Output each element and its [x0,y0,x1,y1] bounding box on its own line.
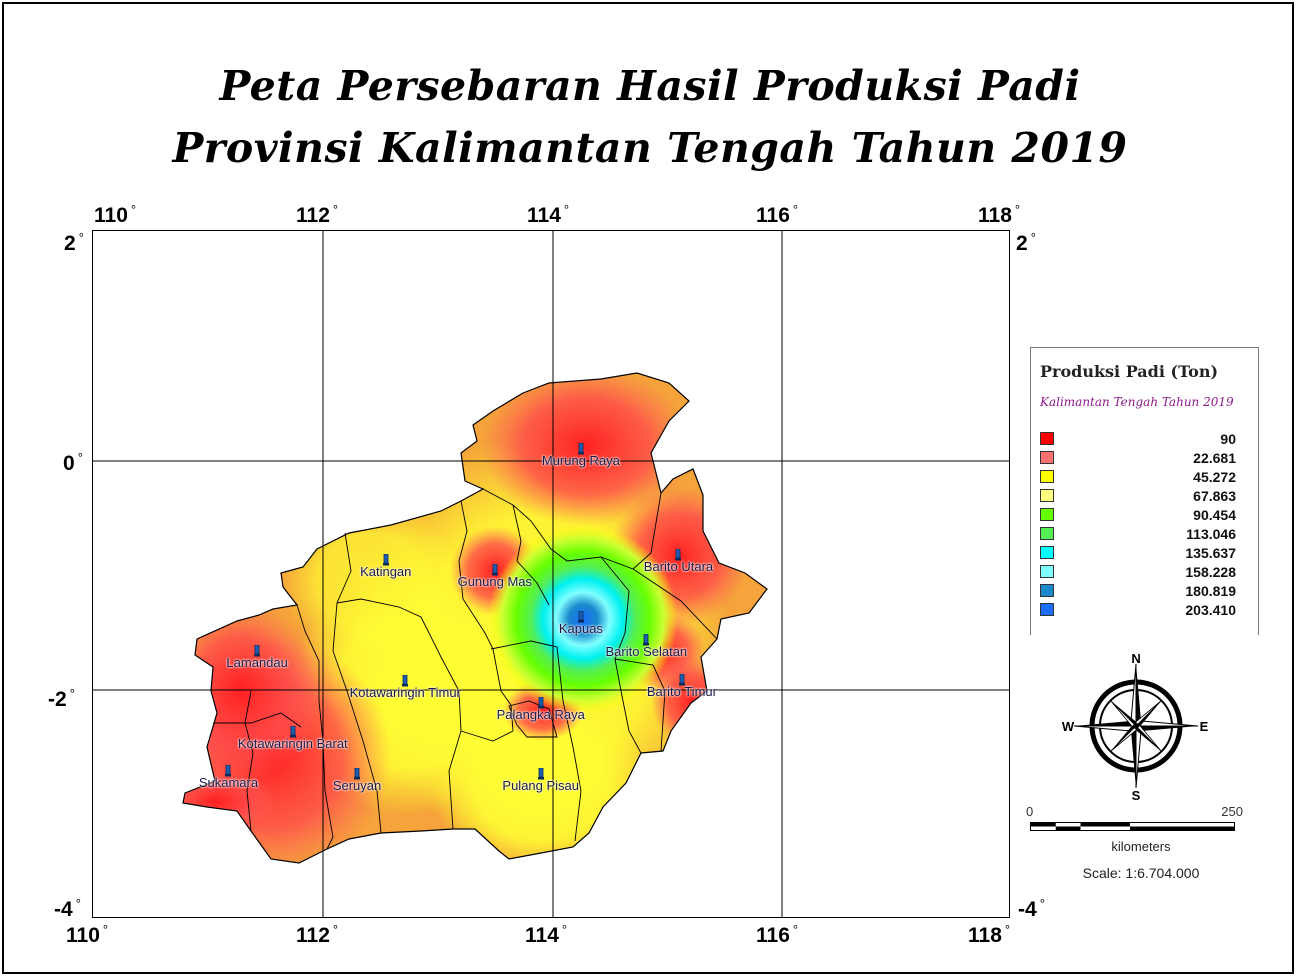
compass-star-icon [1074,664,1198,788]
legend-item [1040,468,1250,487]
scale-bar [1026,800,1251,885]
place-label: Kotawaringin Timur [349,685,461,701]
place-label: Palangka Raya [496,707,585,723]
lat-label-left-minus4: -4 ° [54,896,81,921]
place-label: Kapuas [558,621,603,637]
legend-value: 158.228 [1185,564,1236,580]
legend-item [1040,525,1250,544]
scale-unit-label: kilometers [1111,839,1171,854]
place-label: Gunung Mas [457,573,533,589]
legend-swatch [1040,470,1054,483]
lon-label-bottom-112: 112 ° [296,922,339,947]
legend-value: 135.637 [1185,545,1236,561]
place-label: Barito Selatan [605,643,688,659]
legend-item [1040,449,1250,468]
lat-label-right-2: 2 ° [1016,230,1036,255]
lon-label-top-118: 118 ° [978,202,1021,227]
place-label: Sukamara [198,774,259,790]
legend-value: 45.272 [1193,469,1236,485]
scale-ratio-label: Scale: 1:6.704.000 [1082,865,1200,881]
province-map [93,231,1010,918]
place-label: Murung Raya [541,453,620,469]
scale-end-label: 250 [1221,804,1243,819]
legend-item [1040,544,1250,563]
place-label: Pulang Pisau [502,778,580,794]
place-label: Lamandau [226,655,288,671]
lat-label-left-0: 0 ° [63,450,83,475]
lat-label-left-2: 2 ° [64,230,84,255]
legend-item [1040,563,1250,582]
legend-swatch [1040,527,1054,540]
lat-label-left-minus2: -2 ° [48,686,75,711]
lon-label-top-112: 112 ° [296,202,339,227]
legend-subtitle: Kalimantan Tengah Tahun 2019 [1040,395,1234,409]
compass-n-label: N [1131,652,1141,666]
legend-swatch [1040,489,1054,502]
legend-swatch [1040,508,1054,521]
compass-s-label: S [1131,788,1141,802]
legend-item [1040,582,1250,601]
lon-label-top-114: 114 ° [527,202,570,227]
legend-swatch [1040,565,1054,578]
lon-label-bottom-116: 116 ° [756,922,799,947]
place-label: Barito Timur [646,684,717,700]
legend-value: 67.863 [1193,488,1236,504]
scale-bar-graphic [1030,822,1235,831]
legend-swatch [1040,432,1054,445]
legend-item [1040,506,1250,525]
map-panel [92,230,1010,918]
legend-swatch [1040,546,1054,559]
legend-swatch [1040,451,1054,464]
legend-value: 113.046 [1186,526,1236,542]
legend-value: 90.454 [1193,507,1236,523]
place-label: Seruyan [332,778,382,794]
legend-items [1040,430,1250,620]
legend-title: Produksi Padi (Ton) [1040,362,1219,381]
legend-value: 203.410 [1185,602,1236,618]
map-title-line2: Provinsi Kalimantan Tengah Tahun 2019 [172,124,1128,172]
legend-item [1040,487,1250,506]
compass-e-label: E [1199,719,1209,734]
legend-item [1040,601,1250,620]
compass-rose [1058,652,1218,802]
legend-value: 90 [1220,431,1236,447]
legend-value: 180.819 [1185,583,1236,599]
lon-label-bottom-114: 114 ° [525,922,568,947]
scale-start-label: 0 [1026,804,1034,819]
lat-label-right-minus4: -4 ° [1018,896,1045,921]
lon-label-top-110: 110 ° [94,202,137,227]
legend-value: 22.681 [1193,450,1236,466]
lon-label-bottom-118: 118 ° [968,922,1011,947]
place-label: Kotawaringin Barat [237,735,348,751]
legend-item [1040,430,1250,449]
place-label: Barito Utara [643,559,714,575]
legend [1030,347,1259,635]
legend-swatch [1040,584,1054,597]
compass-w-label: W [1061,719,1075,734]
map-title-line1: Peta Persebaran Hasil Produksi Padi [219,62,1081,110]
lon-label-bottom-110: 110 ° [66,922,109,947]
legend-swatch [1040,603,1054,616]
place-label: Katingan [360,563,412,579]
lon-label-top-116: 116 ° [756,202,799,227]
